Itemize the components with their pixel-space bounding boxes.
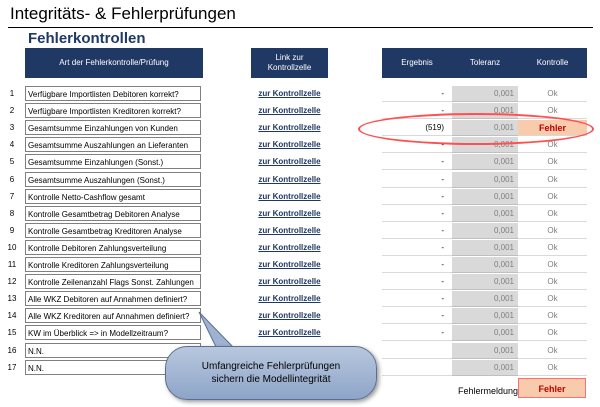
row-number: 12 <box>7 277 17 286</box>
row-number: 10 <box>7 243 17 252</box>
check-description: N.N. <box>25 360 201 375</box>
control-status: Ok <box>518 223 587 239</box>
tolerance-cell: 0,001 <box>452 360 518 376</box>
tolerance-cell: 0,001 <box>452 240 518 256</box>
row-number: 11 <box>7 260 17 269</box>
tolerance-cell: 0,001 <box>452 103 518 119</box>
row-number: 17 <box>7 363 17 372</box>
control-status: Ok <box>518 343 587 359</box>
table-row <box>0 154 600 170</box>
control-cell-link[interactable]: zur Kontrollzelle <box>258 277 321 286</box>
control-status: Ok <box>518 103 587 119</box>
tolerance-cell: 0,001 <box>452 257 518 273</box>
control-status: Ok <box>518 274 587 290</box>
fehlermeldung-label: Fehlermeldung <box>458 386 519 396</box>
section-title: Fehlerkontrollen <box>28 30 146 47</box>
result-cell: (519) <box>382 120 452 136</box>
table-row <box>0 103 600 119</box>
control-status: Ok <box>518 360 587 376</box>
callout-line-1: Umfangreiche Fehlerprüfungen <box>201 360 341 372</box>
row-number: 14 <box>7 311 17 320</box>
control-status: Ok <box>518 325 587 341</box>
table-row <box>0 257 600 273</box>
check-description: N.N. <box>25 343 201 358</box>
check-description: Kontrolle Netto-Cashflow gesamt <box>25 189 201 204</box>
control-status: Ok <box>518 172 587 188</box>
row-number: 1 <box>9 89 15 98</box>
check-description: Kontrolle Debitoren Zahlungsverteilung <box>25 240 201 255</box>
control-cell-link[interactable]: zur Kontrollzelle <box>258 106 321 115</box>
tolerance-cell: 0,001 <box>452 172 518 188</box>
row-number: 3 <box>9 123 15 132</box>
check-description: Kontrolle Zeilenanzahl Flags Sonst. Zahlungen <box>25 274 201 289</box>
title-divider <box>8 27 593 28</box>
check-description: Gesamtsumme Auszahlungen (Sonst.) <box>25 172 201 187</box>
tolerance-cell: 0,001 <box>452 120 518 136</box>
control-cell-link[interactable]: zur Kontrollzelle <box>258 157 321 166</box>
result-cell: - <box>382 206 452 222</box>
result-cell: - <box>382 154 452 170</box>
header-art: Art der Fehlerkontrolle/Prüfung <box>25 48 203 78</box>
fehlermeldung-value: Fehler <box>518 378 586 398</box>
control-cell-link[interactable]: zur Kontrollzelle <box>258 209 321 218</box>
check-description: Kontrolle Gesamtbetrag Kreditoren Analyse <box>25 223 201 238</box>
tolerance-cell: 0,001 <box>452 343 518 359</box>
control-cell-link[interactable]: zur Kontrollzelle <box>258 243 321 252</box>
tolerance-cell: 0,001 <box>452 325 518 341</box>
table-row <box>0 240 600 256</box>
control-status: Ok <box>518 137 587 153</box>
check-description: Kontrolle Kreditoren Zahlungsverteilung <box>25 257 201 272</box>
result-cell: - <box>382 291 452 307</box>
control-status: Fehler <box>518 120 587 136</box>
table-row <box>0 189 600 205</box>
control-cell-link[interactable]: zur Kontrollzelle <box>258 260 321 269</box>
control-cell-link[interactable]: zur Kontrollzelle <box>258 192 321 201</box>
row-number: 7 <box>9 192 15 201</box>
check-description: Alle WKZ Debitoren auf Annahmen definiert? <box>25 291 201 306</box>
result-cell: - <box>382 137 452 153</box>
check-description: Gesamtsumme Einzahlungen von Kunden <box>25 120 201 135</box>
result-cell: - <box>382 103 452 119</box>
control-status: Ok <box>518 189 587 205</box>
tolerance-cell: 0,001 <box>452 223 518 239</box>
check-description: Gesamtsumme Einzahlungen (Sonst.) <box>25 154 201 169</box>
header-link <box>251 48 328 78</box>
row-number: 9 <box>9 226 15 235</box>
table-row <box>0 308 600 324</box>
check-description: Gesamtsumme Auszahlungen an Lieferanten <box>25 137 201 152</box>
page-title: Integritäts- & Fehlerprüfungen <box>10 4 236 23</box>
control-cell-link[interactable]: zur Kontrollzelle <box>258 89 321 98</box>
check-description: Alle WKZ Kreditoren auf Annahmen definiert? <box>25 308 201 323</box>
result-cell: - <box>382 325 452 341</box>
tolerance-cell: 0,001 <box>452 86 518 102</box>
row-number: 4 <box>9 140 15 149</box>
tolerance-cell: 0,001 <box>452 274 518 290</box>
result-cell: - <box>382 86 452 102</box>
check-description: Verfügbare Importlisten Kreditoren korrekt? <box>25 103 201 118</box>
check-description: Kontrolle Gesamtbetrag Debitoren Analyse <box>25 206 201 221</box>
control-cell-link[interactable]: zur Kontrollzelle <box>258 294 321 303</box>
control-status: Ok <box>518 86 587 102</box>
control-cell-link[interactable]: zur Kontrollzelle <box>258 311 321 320</box>
result-cell: - <box>382 308 452 324</box>
tolerance-cell: 0,001 <box>452 137 518 153</box>
table-row <box>0 86 600 102</box>
control-cell-link[interactable]: zur Kontrollzelle <box>258 226 321 235</box>
control-cell-link[interactable]: zur Kontrollzelle <box>258 140 321 149</box>
tolerance-cell: 0,001 <box>452 154 518 170</box>
row-number: 13 <box>7 294 17 303</box>
result-cell: - <box>382 189 452 205</box>
control-cell-link[interactable]: zur Kontrollzelle <box>258 175 321 184</box>
check-description: KW im Überblick => in Modellzeitraum? <box>25 325 201 340</box>
header-toleranz: Toleranz <box>452 48 518 78</box>
row-number: 6 <box>9 175 15 184</box>
table-row <box>0 120 600 136</box>
control-cell-link[interactable]: zur Kontrollzelle <box>258 328 321 337</box>
control-status: Ok <box>518 240 587 256</box>
tolerance-cell: 0,001 <box>452 308 518 324</box>
tolerance-cell: 0,001 <box>452 291 518 307</box>
result-cell: - <box>382 223 452 239</box>
result-cell: - <box>382 240 452 256</box>
result-cell: - <box>382 172 452 188</box>
result-cell <box>382 343 452 359</box>
row-number: 16 <box>7 346 17 355</box>
table-row <box>0 291 600 307</box>
row-number: 5 <box>9 157 15 166</box>
table-row <box>0 172 600 188</box>
result-cell: - <box>382 257 452 273</box>
header-ergebnis: Ergebnis <box>382 48 452 78</box>
control-status: Ok <box>518 308 587 324</box>
tolerance-cell: 0,001 <box>452 206 518 222</box>
header-link-label: Link zur Kontrollzelle <box>267 53 312 72</box>
check-description: Verfügbare Importlisten Debitoren korrekt? <box>25 86 201 101</box>
row-number: 2 <box>9 106 15 115</box>
result-cell <box>382 360 452 376</box>
control-status: Ok <box>518 206 587 222</box>
control-cell-link[interactable]: zur Kontrollzelle <box>258 123 321 132</box>
callout-line-2: sichern die Modellintegrität <box>211 374 331 385</box>
result-cell: - <box>382 274 452 290</box>
row-number: 15 <box>7 328 17 337</box>
control-status: Ok <box>518 154 587 170</box>
table-row <box>0 325 600 341</box>
table-row <box>0 223 600 239</box>
row-number: 8 <box>9 209 15 218</box>
table-row <box>0 137 600 153</box>
control-status: Ok <box>518 291 587 307</box>
callout-bubble <box>165 346 377 400</box>
control-status: Ok <box>518 257 587 273</box>
header-kontrolle: Kontrolle <box>518 48 587 78</box>
table-row <box>0 274 600 290</box>
tolerance-cell: 0,001 <box>452 189 518 205</box>
table-row <box>0 206 600 222</box>
